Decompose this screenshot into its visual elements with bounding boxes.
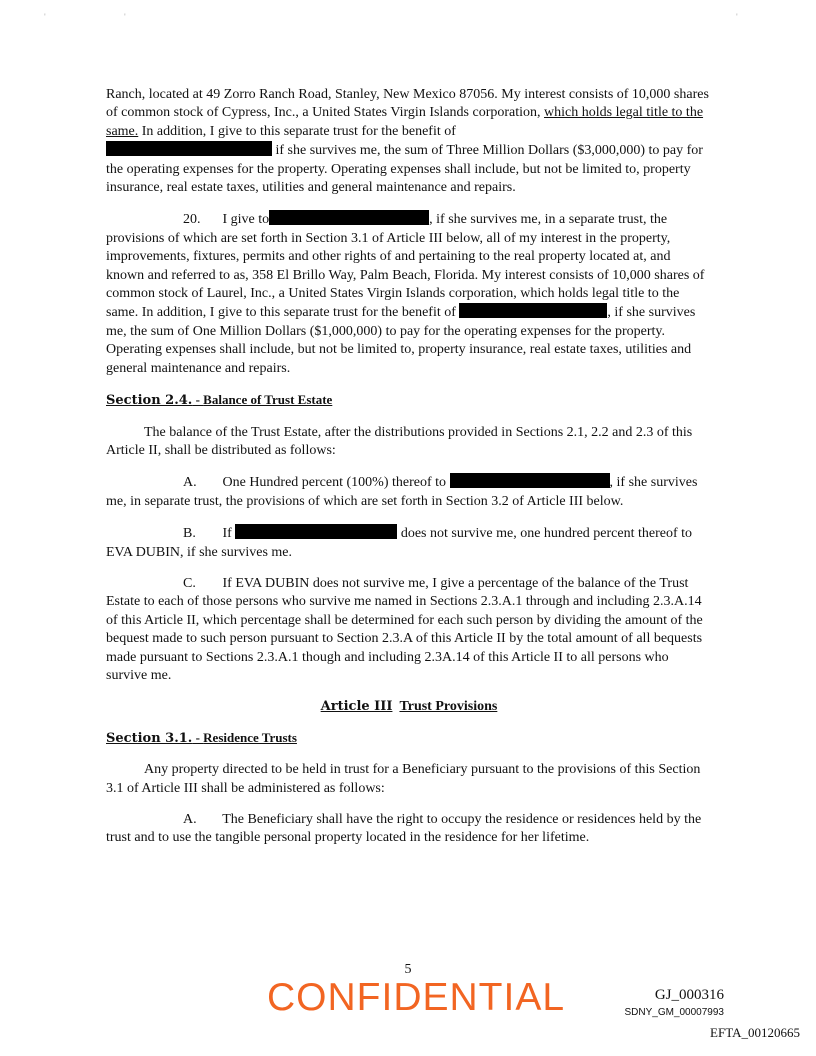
paragraph-number: 20.	[183, 212, 201, 228]
article-title: Trust Provisions	[399, 699, 498, 715]
section-title: Balance of Trust Estate	[203, 392, 333, 408]
text: Ranch, located at 49 Zorro Ranch Road, Stanley, New Mexico 87056. My interest consists of 10,000 shares of common stock of Cypress, Inc., a United States Virgin Islands corporation,	[106, 87, 709, 121]
bates-number-sdny: SDNY_GM_00007993	[624, 1007, 724, 1018]
section-number: Section 3.1.	[106, 730, 193, 746]
redaction-block	[269, 210, 429, 225]
section-heading-3-1	[106, 729, 712, 748]
paragraph-item-c	[106, 575, 712, 685]
text: if she survives me, the sum of Three Million Dollars ($3,000,000) to pay for the operating expenses for the property. Operating expenses shall include, but not be limited to, property insurance, real estate taxes, utilities and general maintenance and repairs.	[106, 143, 703, 196]
text: In addition, I give to this separate trust for the benefit of	[138, 123, 456, 139]
section-dash: -	[192, 392, 204, 408]
redaction-block	[106, 141, 272, 156]
item-label: B.	[183, 526, 196, 542]
section-heading-2-4	[106, 391, 712, 410]
paragraph-item-a	[106, 473, 712, 511]
bates-number-gj: GJ_000316	[654, 987, 724, 1003]
item-label: A.	[183, 475, 197, 491]
underlined-text: which holds legal title to the same.	[106, 105, 704, 139]
paragraph-balance-intro: The balance of the Trust Estate, after the distributions provided in Sections 2.1, 2.2 and 2.3 of this Article II, shall be distributed as follows:	[106, 424, 693, 458]
article-heading	[106, 698, 712, 716]
text: I give to	[222, 212, 270, 228]
paragraph-item-b	[106, 524, 712, 562]
text: If	[222, 526, 232, 542]
text: , if she survives me, in a separate trust, the provisions of which are set forth in Section 3.1 of Article III below, all of my interest in the property, improvements, fixtures, permits and other rights of and pertaining to the real property located at, and known and referred to as, 358 El Brillo Way, Palm Beach, Florida. My interest consists of 10,000 shares of common stock of Laurel, Inc., a United States Virgin Islands corporation, which holds legal title to the same. In addition, I give to this separate trust for the benefit of	[106, 212, 705, 321]
section-number: Section 2.4.	[106, 393, 193, 409]
item-label: C.	[183, 575, 196, 591]
paragraph-residence-intro: Any property directed to be held in trust for a Beneficiary pursuant to the provisions of this Section 3.1 of Article III shall be administered as follows:	[106, 762, 701, 796]
text: , if she survives me, in separate trust, the provisions of which are set forth in Section 3.2 of Article III below.	[106, 475, 698, 509]
section-title: Residence Trusts	[203, 729, 297, 745]
paragraph-residence-a	[106, 811, 712, 848]
scan-mark: '	[44, 12, 46, 22]
text: One Hundred percent (100%) thereof to	[222, 475, 447, 491]
bates-number-efta: EFTA_00120665	[710, 1025, 800, 1040]
scan-mark: '	[736, 12, 738, 22]
redaction-block	[450, 473, 610, 488]
article-number: Article III	[320, 699, 393, 715]
scan-mark: '	[124, 12, 126, 22]
confidential-stamp: CONFIDENTIAL	[267, 976, 566, 1019]
paragraph-ranch	[106, 86, 712, 197]
text: If EVA DUBIN does not survive me, I give a percentage of the balance of the Trust Estate to each of those persons who survive me named in Sections 2.3.A.1 through and including 2.3.A.14 of this Article II, which percentage shall be determined for each such person by dividing the amount of the bequest made to such person pursuant to Section 2.3.A of this Article II by the total amount of all bequests made pursuant to Sections 2.3.A.1 though and including 2.3A.14 of this Article II to all persons who survive me.	[106, 575, 703, 683]
section-dash: -	[192, 729, 204, 745]
item-label: A.	[183, 812, 197, 827]
paragraph-20	[106, 210, 712, 378]
text: The Beneficiary shall have the right to occupy the residence or residences held by the trust and to use the tangible personal property located in the residence for her lifetime.	[106, 812, 702, 846]
page-number: 5	[404, 962, 412, 977]
text: does not survive me, one hundred percent thereof to EVA DUBIN, if she survives me.	[106, 526, 693, 560]
redaction-block	[235, 524, 397, 539]
redaction-block	[459, 303, 607, 318]
text: , if she survives me, the sum of One Million Dollars ($1,000,000) to pay for the operating expenses for the property. Operating expenses shall include, but not be limited to, property insurance, real estate taxes, utilities and general maintenance and repairs.	[106, 305, 696, 376]
document-body	[106, 86, 712, 861]
